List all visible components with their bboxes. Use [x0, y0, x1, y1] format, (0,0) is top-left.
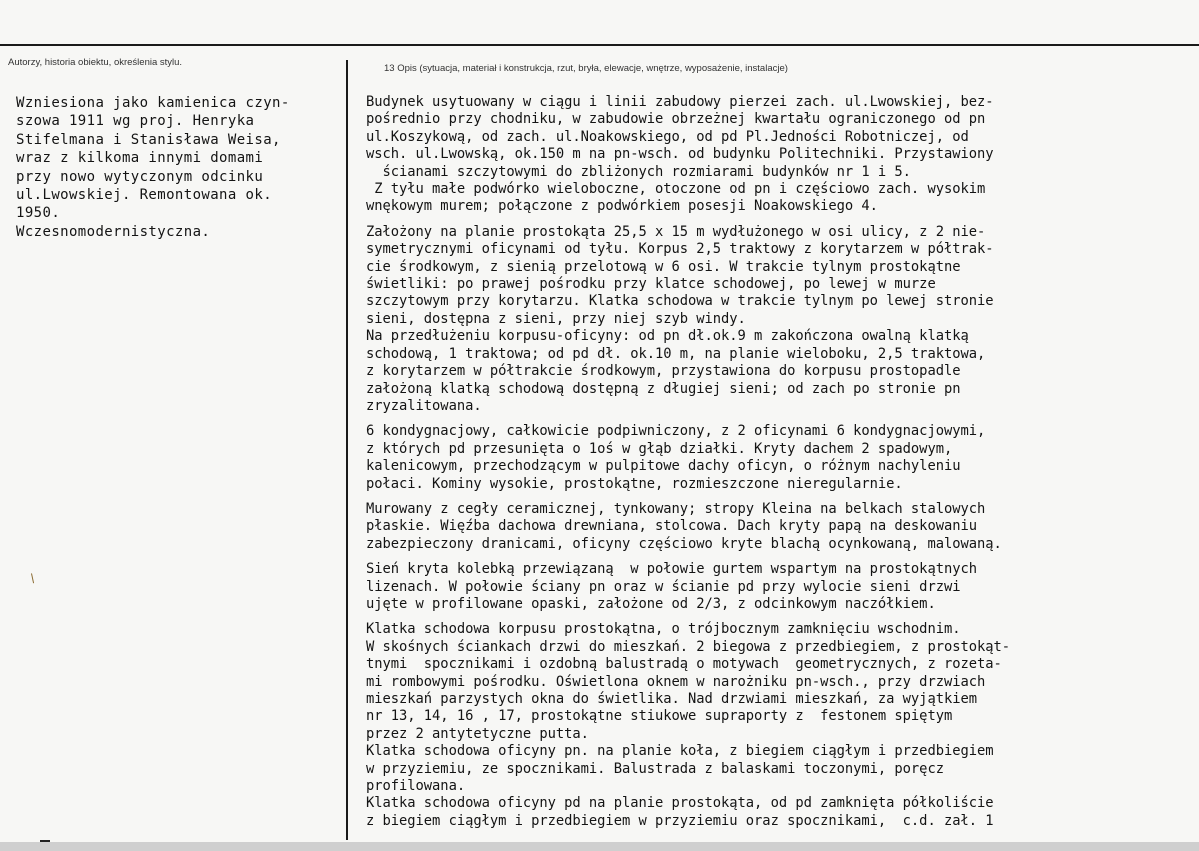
description-paragraph-construction: Murowany z cegły ceramicznej, tynkowany; stropy Kleina na belkach stalowych płaskie. Więźba dachowa drewniana, stolcowa. Dach kryty papą na deskowaniu zabezpieczony dranicami, oficyny częściowo kryte blachą ocynkowaną, malowaną. [366, 500, 1002, 552]
description-paragraph-staircases: Klatka schodowa korpusu prostokątna, o trójbocznym zamknięciu wschodnim. W skośnych ściankach drzwi do mieszkań. 2 biegowa z przedbiegiem, z prostokąt- tnymi spocznikami i ozdobną balustradą o motywach geometrycznych, z rozeta- mi rombowymi pośrodku. Oświetlona oknem w narożniku pn-wsch., przy drzwiach mieszkań parzystych okna do świetlika. Nad drzwiami mieszkań, za wyjątkiem nr 13, 14, 16 , 17, prostokątne stiukowe supraporty z festonem spiętym przez 2 antytetyczne putta. Klatka schodowa oficyny pn. na planie koła, z biegiem ciągłym i przedbiegiem w przyziemiu, ze spocznikami. Balustrada z balaskami toczonymi, poręcz profilowana. Klatka schodowa oficyny pd na planie prostokąta, od pd zamknięta półkoliście z biegiem ciągłym i przedbiegiem w przyziemiu oraz spocznikami, c.d. zał. 1 [366, 621, 1011, 829]
left-column-style [16, 223, 210, 241]
header-left-label: Autorzy, historia obiektu, określenia stylu. [8, 57, 183, 68]
style-text: Wczesnomodernistyczna. [16, 224, 211, 240]
top-divider [0, 44, 1199, 46]
column-divider [346, 60, 348, 840]
description-paragraph-plan: Założony na planie prostokąta 25,5 x 15 m wydłużonego w osi ulicy, z 2 nie- symetrycznymi oficynami od tyłu. Korpus 2,5 traktowy z korytarzem w półtrak- cie środkowym, z sienią przelotową w 6 osi. W trakcie tylnym prostokątne świetliki: po prawej pośrodku przy klatce schodowej, po lewej w murze szczytowym przy korytarzu. Klatka schodowa w trakcie tylnym po lewej stronie sieni, dostępna z sieni, przy niej szyb windy. Na przedłużeniu korpusu-oficyny: od pn dł.ok.9 m zakończona owalną klatką schodową, 1 traktowa; od pd dł. ok.10 m, na planie wieloboku, 2,5 traktowa, z korytarzem w półtrakcie środkowym, przystawiona do korpusu prostopadle założoną klatką schodową dostępną z długiej sieni; od zach po stronie pn zryzalitowana. [366, 223, 994, 414]
description-paragraph-massing: 6 kondygnacjowy, całkowicie podpiwniczony, z 2 oficynami 6 kondygnacjowymi, z których pd przesunięta o 1oś w głąb działki. Kryty dachem 2 spadowym, kalenicowym, przechodzącym w pulpitowe dachy oficyn, o różnym nachyleniu połaci. Kominy wysokie, prostokątne, rozmieszczone nieregularnie. [366, 423, 986, 492]
history-text: Wzniesiona jako kamienica czyn- szowa 1911 wg proj. Henryka Stifelmana i Stanisława Weisa, wraz z kilkoma innymi domami przy nowo wytyczonym odcinku ul.Lwowskiej. Remontowana ok. 1950. [16, 95, 290, 222]
scan-bottom-edge [0, 842, 1199, 851]
pencil-mark [31, 573, 37, 584]
left-column-history [16, 94, 290, 223]
header-right-label: 13 Opis (sytuacja, materiał i konstrukcja, rzut, bryła, elewacje, wnętrze, wyposażenie, instalacje) [384, 63, 788, 74]
description-paragraph-passage: Sień kryta kolebką przewiązaną w połowie gurtem wspartym na prostokątnych lizenach. W połowie ściany pn oraz w ścianie pd przy wylocie sieni drzwi ujęte w profilowane opaski, założone od 2/3, z odcinkowym naczółkiem. [366, 561, 977, 612]
description-paragraph-location: Budynek usytuowany w ciągu i linii zabudowy pierzei zach. ul.Lwowskiej, bez- pośrednio przy chodniku, w zabudowie obrzeżnej kwartału ograniczonego od pn ul.Koszykową, od zach. ul.Noakowskiego, od pd Pl.Jedności Robotniczej, od wsch. ul.Lwowską, ok.150 m na pn-wsch. od budynku Politechniki. Przystawiony ścianami szczytowymi do zbliżonych rozmiarami budynków nr 1 i 5. Z tyłu małe podwórko wieloboczne, otoczone od pn i częściowo zach. wysokim wnękowym murem; połączone z podwórkiem posesji Noakowskiego 4. [366, 94, 994, 215]
description-column [366, 94, 1196, 830]
